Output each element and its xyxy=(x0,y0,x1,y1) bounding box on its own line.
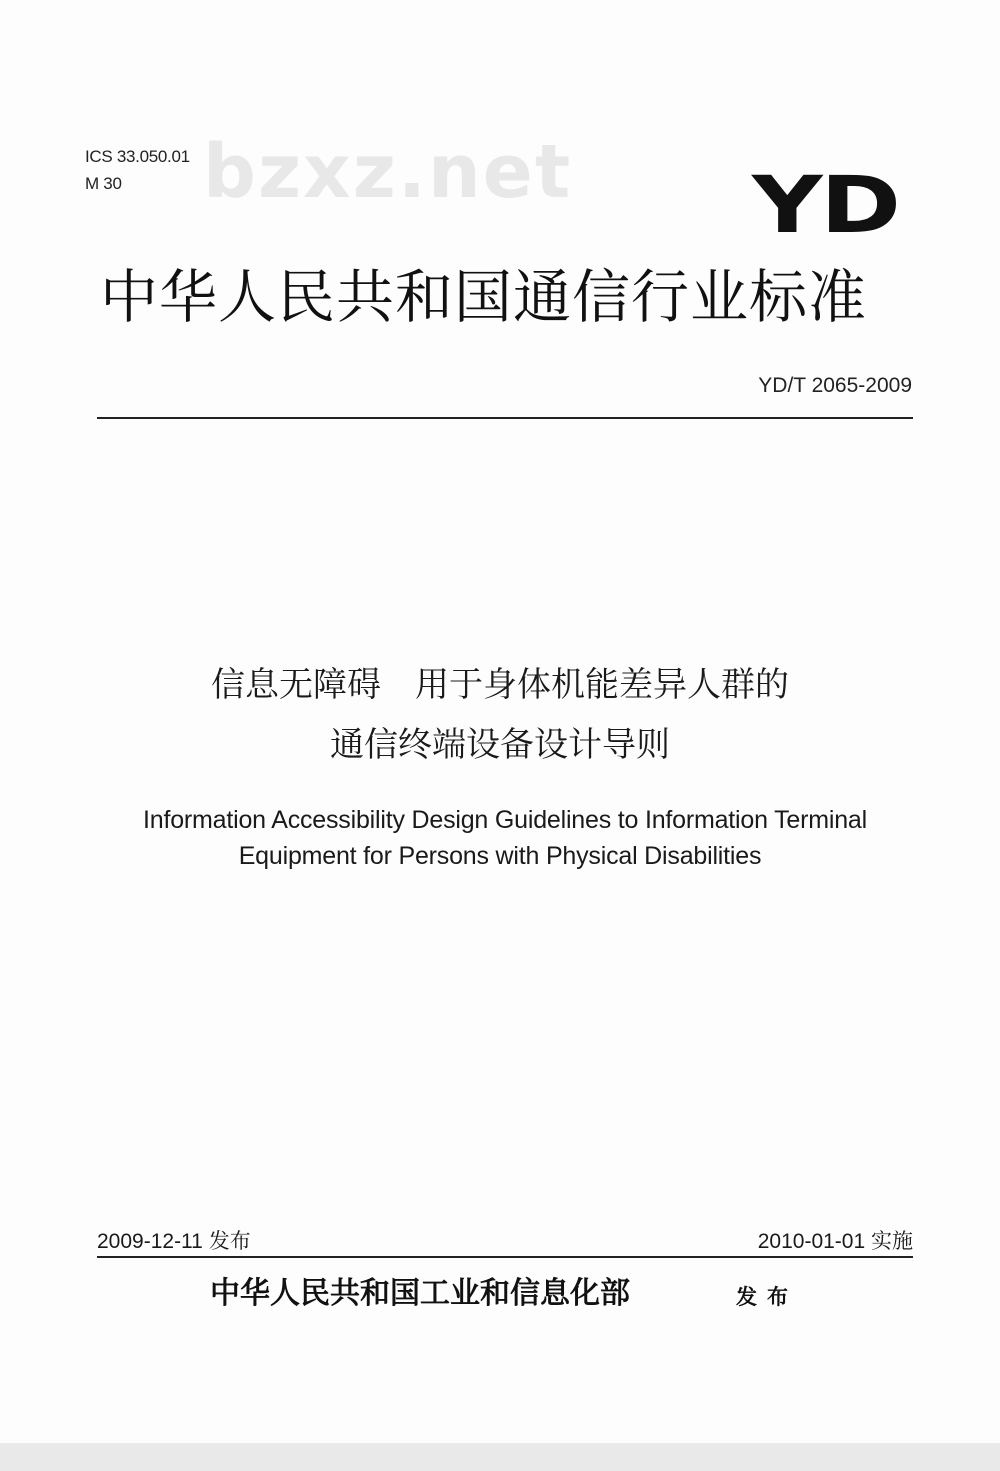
zh-title-line1: 信息无障碍 用于身体机能差异人群的 xyxy=(211,665,789,705)
effective-date: 2010-01-01 实施 xyxy=(757,1230,913,1253)
zh-title-line2: 通信终端设备设计导则 xyxy=(330,725,670,765)
classification-block xyxy=(85,143,190,197)
classification-code: M 30 xyxy=(85,174,122,193)
yd-logo: YD xyxy=(752,161,899,251)
standard-name: 中华人民共和国通信行业标准 xyxy=(100,263,868,331)
ics-code: ICS 33.050.01 xyxy=(85,147,190,166)
publisher-suffix: 发布 xyxy=(736,1285,798,1309)
top-divider xyxy=(97,417,913,419)
publisher: 中华人民共和国工业和信息化部 xyxy=(210,1276,630,1311)
en-title-line1: Information Accessibility Design Guidelines to Information Terminal xyxy=(143,806,867,834)
bottom-divider xyxy=(97,1256,913,1258)
viewer-bottom-strip xyxy=(0,1443,1000,1471)
release-date: 2009-12-11 发布 xyxy=(97,1230,251,1253)
standard-number: YD/T 2065-2009 xyxy=(758,374,912,397)
en-title-line2: Equipment for Persons with Physical Disabilities xyxy=(238,842,762,870)
watermark: bzxz.net xyxy=(203,129,573,215)
